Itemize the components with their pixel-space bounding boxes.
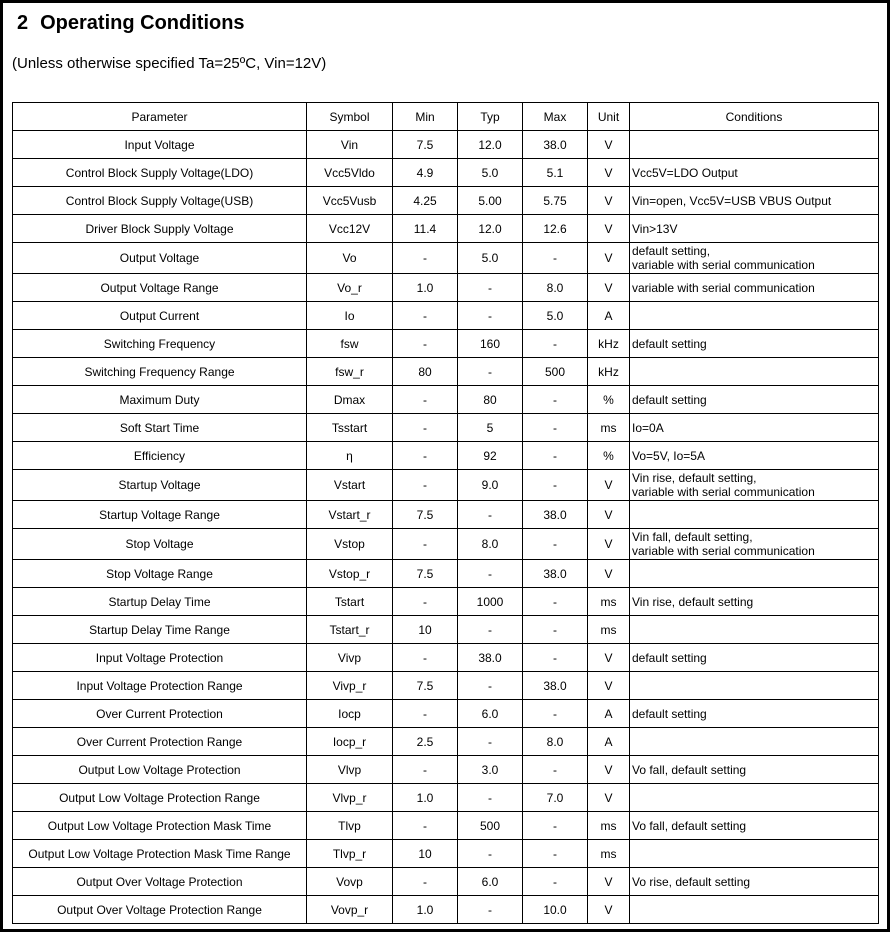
- cell-typ: -: [458, 501, 523, 529]
- table-row: [13, 274, 879, 302]
- cell-typ: 8.0: [458, 529, 523, 560]
- cell-symbol: η: [307, 442, 393, 470]
- cell-typ: 80: [458, 386, 523, 414]
- table-row: [13, 644, 879, 672]
- cell-symbol: Vcc5Vldo: [307, 159, 393, 187]
- cell-typ: 5.0: [458, 159, 523, 187]
- table-row: [13, 728, 879, 756]
- conditions-line-1: Vo rise, default setting: [632, 874, 751, 889]
- cell-min: 1.0: [393, 274, 458, 302]
- cell-typ: -: [458, 840, 523, 868]
- cell-conditions: [630, 159, 879, 187]
- cell-typ: 9.0: [458, 470, 523, 501]
- cell-typ: -: [458, 616, 523, 644]
- table-row: [13, 560, 879, 588]
- cell-unit: %: [588, 386, 630, 414]
- cell-max: -: [523, 868, 588, 896]
- cell-unit: kHz: [588, 330, 630, 358]
- cell-conditions: [630, 501, 879, 529]
- cell-min: 1.0: [393, 784, 458, 812]
- cell-unit: V: [588, 644, 630, 672]
- cell-conditions: [630, 896, 879, 924]
- conditions-line-1: default setting: [632, 392, 707, 407]
- cell-parameter: Stop Voltage: [13, 529, 307, 560]
- cell-max: -: [523, 700, 588, 728]
- conditions-line-1: variable with serial communication: [632, 280, 815, 295]
- cell-conditions: [630, 560, 879, 588]
- table-row: [13, 501, 879, 529]
- cell-typ: 38.0: [458, 644, 523, 672]
- cell-parameter: Soft Start Time: [13, 414, 307, 442]
- conditions-note: (Unless otherwise specified Ta=25ºC, Vin=12V): [12, 55, 327, 72]
- cell-unit: ms: [588, 616, 630, 644]
- table-row: [13, 840, 879, 868]
- cell-typ: 12.0: [458, 131, 523, 159]
- cell-unit: ms: [588, 414, 630, 442]
- cell-min: 10: [393, 616, 458, 644]
- cell-typ: 92: [458, 442, 523, 470]
- table-row: [13, 812, 879, 840]
- conditions-line-1: Vo fall, default setting: [632, 762, 747, 777]
- table-row: [13, 330, 879, 358]
- cell-conditions: [630, 588, 879, 616]
- cell-typ: -: [458, 560, 523, 588]
- conditions-line-1: Vin>13V: [632, 221, 678, 236]
- cell-conditions: [630, 728, 879, 756]
- cell-symbol: Io: [307, 302, 393, 330]
- table-row: [13, 243, 879, 274]
- cell-symbol: Tstart_r: [307, 616, 393, 644]
- cell-max: 7.0: [523, 784, 588, 812]
- table-row: [13, 588, 879, 616]
- cell-parameter: Input Voltage: [13, 131, 307, 159]
- cell-parameter: Output Low Voltage Protection Mask Time: [13, 812, 307, 840]
- cell-unit: V: [588, 868, 630, 896]
- cell-min: -: [393, 868, 458, 896]
- header-conditions: Conditions: [630, 103, 879, 131]
- cell-min: -: [393, 386, 458, 414]
- cell-conditions: [630, 386, 879, 414]
- conditions-line-1: default setting: [632, 336, 707, 351]
- cell-parameter: Input Voltage Protection Range: [13, 672, 307, 700]
- header-symbol: Symbol: [307, 103, 393, 131]
- cell-conditions: [630, 700, 879, 728]
- table-row: [13, 784, 879, 812]
- cell-symbol: fsw: [307, 330, 393, 358]
- cell-symbol: Vstop_r: [307, 560, 393, 588]
- cell-conditions: [630, 215, 879, 243]
- cell-symbol: Vlvp: [307, 756, 393, 784]
- cell-typ: -: [458, 302, 523, 330]
- cell-max: -: [523, 812, 588, 840]
- cell-conditions: [630, 868, 879, 896]
- cell-typ: -: [458, 728, 523, 756]
- cell-symbol: Vstart: [307, 470, 393, 501]
- cell-typ: 6.0: [458, 868, 523, 896]
- cell-min: -: [393, 414, 458, 442]
- cell-max: -: [523, 386, 588, 414]
- conditions-line-1: Vo fall, default setting: [632, 818, 747, 833]
- cell-max: 12.6: [523, 215, 588, 243]
- cell-min: -: [393, 470, 458, 501]
- conditions-line-1: Vin=open, Vcc5V=USB VBUS Output: [632, 193, 832, 208]
- cell-min: -: [393, 700, 458, 728]
- cell-symbol: Iocp: [307, 700, 393, 728]
- cell-symbol: Tstart: [307, 588, 393, 616]
- cell-parameter: Efficiency: [13, 442, 307, 470]
- cell-parameter: Output Low Voltage Protection Range: [13, 784, 307, 812]
- cell-symbol: Tsstart: [307, 414, 393, 442]
- header-max: Max: [523, 103, 588, 131]
- cell-max: 38.0: [523, 672, 588, 700]
- table-row: [13, 159, 879, 187]
- cell-typ: 5: [458, 414, 523, 442]
- cell-min: -: [393, 588, 458, 616]
- cell-parameter: Switching Frequency: [13, 330, 307, 358]
- cell-max: 8.0: [523, 274, 588, 302]
- cell-parameter: Output Low Voltage Protection Mask Time Range: [13, 840, 307, 868]
- conditions-line-1: Vin fall, default setting,: [632, 530, 753, 544]
- cell-conditions: [630, 756, 879, 784]
- cell-symbol: fsw_r: [307, 358, 393, 386]
- cell-unit: V: [588, 159, 630, 187]
- cell-symbol: Iocp_r: [307, 728, 393, 756]
- header-typ: Typ: [458, 103, 523, 131]
- conditions-line-1: default setting,: [632, 244, 711, 258]
- cell-min: 2.5: [393, 728, 458, 756]
- table-row: [13, 616, 879, 644]
- conditions-line-1: Vcc5V=LDO Output: [632, 165, 738, 180]
- cell-min: -: [393, 756, 458, 784]
- table-row: [13, 700, 879, 728]
- cell-unit: V: [588, 131, 630, 159]
- cell-max: 38.0: [523, 560, 588, 588]
- cell-unit: V: [588, 896, 630, 924]
- cell-parameter: Output Over Voltage Protection Range: [13, 896, 307, 924]
- cell-max: -: [523, 243, 588, 274]
- header-unit: Unit: [588, 103, 630, 131]
- cell-parameter: Stop Voltage Range: [13, 560, 307, 588]
- cell-symbol: Vstop: [307, 529, 393, 560]
- cell-symbol: Vlvp_r: [307, 784, 393, 812]
- cell-min: 7.5: [393, 131, 458, 159]
- cell-unit: V: [588, 672, 630, 700]
- cell-symbol: Tlvp: [307, 812, 393, 840]
- cell-symbol: Vivp: [307, 644, 393, 672]
- cell-conditions: [630, 470, 879, 501]
- section-heading: [17, 12, 245, 35]
- cell-max: -: [523, 616, 588, 644]
- cell-unit: ms: [588, 840, 630, 868]
- cell-conditions: [630, 784, 879, 812]
- cell-min: -: [393, 442, 458, 470]
- table-row: [13, 187, 879, 215]
- header-min: Min: [393, 103, 458, 131]
- table-row: [13, 896, 879, 924]
- cell-min: 1.0: [393, 896, 458, 924]
- cell-conditions: [630, 644, 879, 672]
- cell-unit: V: [588, 784, 630, 812]
- cell-max: 8.0: [523, 728, 588, 756]
- cell-min: 4.25: [393, 187, 458, 215]
- table-header-row: [13, 103, 879, 131]
- cell-conditions: [630, 812, 879, 840]
- table-row: [13, 442, 879, 470]
- cell-parameter: Output Low Voltage Protection: [13, 756, 307, 784]
- cell-parameter: Driver Block Supply Voltage: [13, 215, 307, 243]
- cell-symbol: Vovp: [307, 868, 393, 896]
- conditions-line-1: default setting: [632, 650, 707, 665]
- cell-min: -: [393, 812, 458, 840]
- cell-typ: -: [458, 274, 523, 302]
- cell-conditions: [630, 243, 879, 274]
- cell-unit: kHz: [588, 358, 630, 386]
- cell-symbol: Vin: [307, 131, 393, 159]
- conditions-line-1: default setting: [632, 706, 707, 721]
- cell-parameter: Control Block Supply Voltage(USB): [13, 187, 307, 215]
- cell-typ: 5.00: [458, 187, 523, 215]
- cell-max: 5.75: [523, 187, 588, 215]
- cell-max: 5.1: [523, 159, 588, 187]
- cell-conditions: [630, 442, 879, 470]
- cell-min: 7.5: [393, 501, 458, 529]
- cell-typ: 6.0: [458, 700, 523, 728]
- table-row: [13, 868, 879, 896]
- cell-max: 38.0: [523, 501, 588, 529]
- cell-min: 80: [393, 358, 458, 386]
- cell-parameter: Output Voltage: [13, 243, 307, 274]
- cell-conditions: [630, 131, 879, 159]
- cell-max: 500: [523, 358, 588, 386]
- cell-max: 38.0: [523, 131, 588, 159]
- cell-symbol: Vivp_r: [307, 672, 393, 700]
- cell-conditions: [630, 616, 879, 644]
- cell-conditions: [630, 414, 879, 442]
- cell-symbol: Vo: [307, 243, 393, 274]
- cell-min: -: [393, 529, 458, 560]
- conditions-line-1: Vo=5V, Io=5A: [632, 448, 705, 463]
- cell-max: 5.0: [523, 302, 588, 330]
- cell-unit: A: [588, 302, 630, 330]
- conditions-line-2: variable with serial communication: [632, 258, 815, 272]
- cell-typ: -: [458, 672, 523, 700]
- cell-parameter: Over Current Protection Range: [13, 728, 307, 756]
- cell-unit: A: [588, 728, 630, 756]
- cell-symbol: Vcc12V: [307, 215, 393, 243]
- cell-min: 10: [393, 840, 458, 868]
- cell-min: -: [393, 243, 458, 274]
- section-number: 2: [17, 12, 29, 34]
- table-row: [13, 470, 879, 501]
- cell-conditions: [630, 672, 879, 700]
- cell-parameter: Over Current Protection: [13, 700, 307, 728]
- cell-typ: 500: [458, 812, 523, 840]
- cell-parameter: Output Voltage Range: [13, 274, 307, 302]
- cell-max: -: [523, 529, 588, 560]
- cell-min: -: [393, 644, 458, 672]
- table-row: [13, 215, 879, 243]
- section-title: Operating Conditions: [40, 12, 245, 34]
- table-row: [13, 414, 879, 442]
- cell-symbol: Dmax: [307, 386, 393, 414]
- cell-symbol: Tlvp_r: [307, 840, 393, 868]
- cell-min: -: [393, 330, 458, 358]
- cell-conditions: [630, 840, 879, 868]
- cell-max: -: [523, 588, 588, 616]
- cell-symbol: Vo_r: [307, 274, 393, 302]
- cell-min: 7.5: [393, 672, 458, 700]
- cell-conditions: [630, 529, 879, 560]
- cell-typ: -: [458, 896, 523, 924]
- cell-parameter: Startup Voltage: [13, 470, 307, 501]
- cell-parameter: Input Voltage Protection: [13, 644, 307, 672]
- cell-min: 11.4: [393, 215, 458, 243]
- cell-max: -: [523, 470, 588, 501]
- conditions-line-1: Io=0A: [632, 420, 664, 435]
- cell-parameter: Startup Delay Time Range: [13, 616, 307, 644]
- cell-typ: -: [458, 784, 523, 812]
- cell-parameter: Output Over Voltage Protection: [13, 868, 307, 896]
- table-row: [13, 756, 879, 784]
- cell-symbol: Vstart_r: [307, 501, 393, 529]
- cell-symbol: Vovp_r: [307, 896, 393, 924]
- table-row: [13, 358, 879, 386]
- cell-conditions: [630, 187, 879, 215]
- cell-max: -: [523, 330, 588, 358]
- cell-unit: ms: [588, 588, 630, 616]
- cell-typ: 3.0: [458, 756, 523, 784]
- cell-unit: V: [588, 243, 630, 274]
- cell-typ: -: [458, 358, 523, 386]
- cell-unit: A: [588, 700, 630, 728]
- conditions-line-1: Vin rise, default setting: [632, 594, 754, 609]
- cell-max: -: [523, 840, 588, 868]
- cell-conditions: [630, 302, 879, 330]
- cell-min: -: [393, 302, 458, 330]
- conditions-line-2: variable with serial communication: [632, 485, 815, 499]
- cell-typ: 1000: [458, 588, 523, 616]
- cell-unit: V: [588, 215, 630, 243]
- cell-min: 4.9: [393, 159, 458, 187]
- conditions-line-1: Vin rise, default setting,: [632, 471, 757, 485]
- table-row: [13, 672, 879, 700]
- cell-symbol: Vcc5Vusb: [307, 187, 393, 215]
- cell-unit: V: [588, 529, 630, 560]
- cell-unit: %: [588, 442, 630, 470]
- table-row: [13, 529, 879, 560]
- cell-parameter: Switching Frequency Range: [13, 358, 307, 386]
- cell-parameter: Startup Voltage Range: [13, 501, 307, 529]
- cell-parameter: Output Current: [13, 302, 307, 330]
- operating-conditions-table: [12, 102, 879, 924]
- cell-conditions: [630, 358, 879, 386]
- cell-unit: V: [588, 501, 630, 529]
- cell-max: -: [523, 414, 588, 442]
- table-row: [13, 386, 879, 414]
- cell-conditions: [630, 274, 879, 302]
- cell-typ: 12.0: [458, 215, 523, 243]
- table-row: [13, 302, 879, 330]
- cell-parameter: Startup Delay Time: [13, 588, 307, 616]
- table-row: [13, 131, 879, 159]
- cell-conditions: [630, 330, 879, 358]
- conditions-line-2: variable with serial communication: [632, 544, 815, 558]
- cell-unit: V: [588, 187, 630, 215]
- header-parameter: Parameter: [13, 103, 307, 131]
- cell-unit: V: [588, 756, 630, 784]
- cell-unit: V: [588, 560, 630, 588]
- cell-unit: V: [588, 470, 630, 501]
- cell-parameter: Maximum Duty: [13, 386, 307, 414]
- cell-unit: ms: [588, 812, 630, 840]
- cell-typ: 160: [458, 330, 523, 358]
- cell-typ: 5.0: [458, 243, 523, 274]
- cell-parameter: Control Block Supply Voltage(LDO): [13, 159, 307, 187]
- cell-max: -: [523, 644, 588, 672]
- cell-max: -: [523, 756, 588, 784]
- table-body: [13, 131, 879, 924]
- cell-max: -: [523, 442, 588, 470]
- cell-max: 10.0: [523, 896, 588, 924]
- cell-min: 7.5: [393, 560, 458, 588]
- cell-unit: V: [588, 274, 630, 302]
